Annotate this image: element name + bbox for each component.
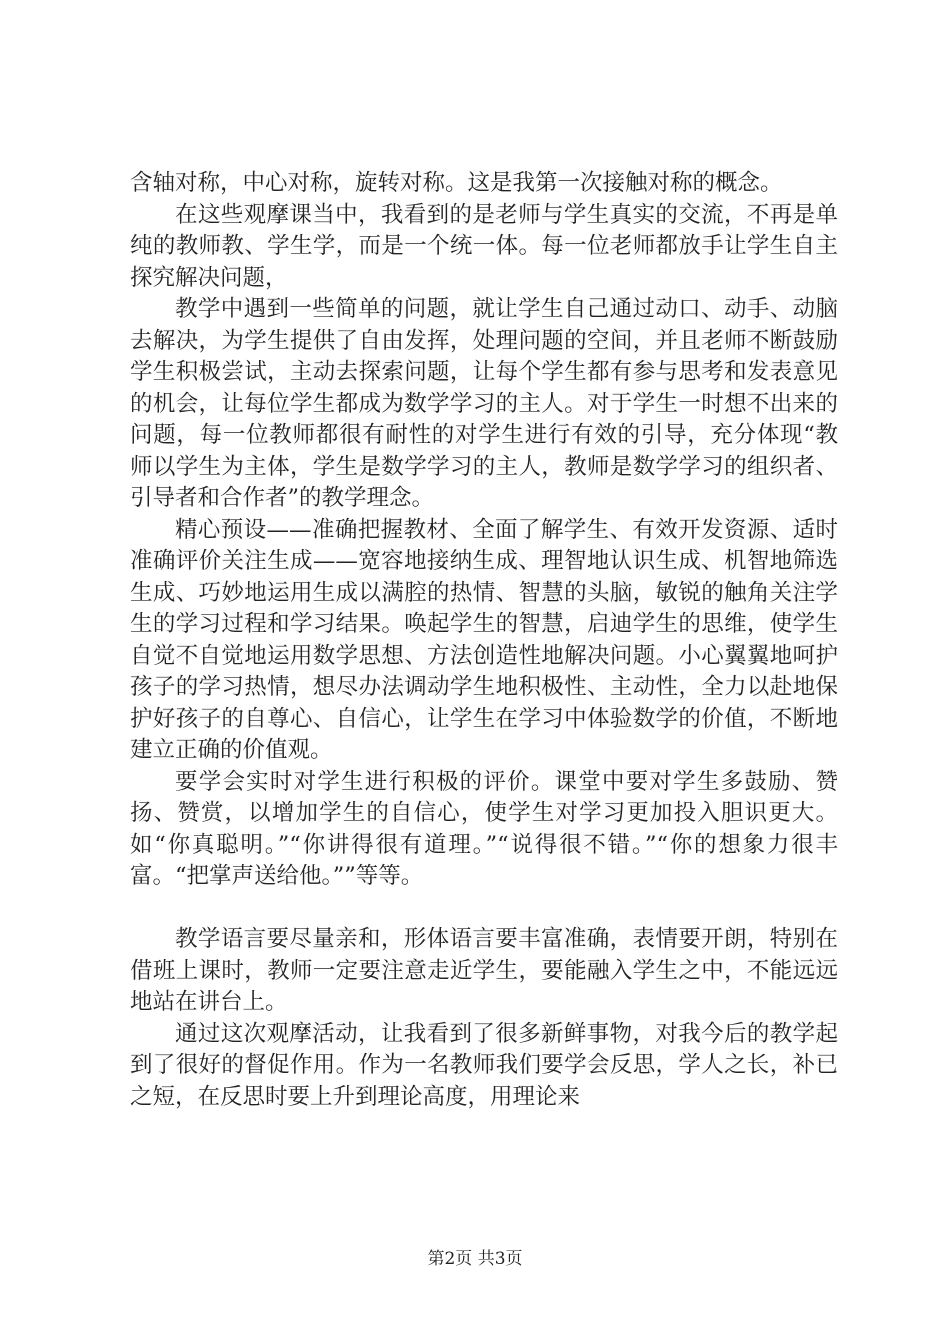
paragraph-2: 在这些观摩课当中，我看到的是老师与学生真实的交流，不再是单纯的教师教、学生学，而是一个统一体。每一位老师都放手让学生自主探究解决问题， (130, 201, 838, 291)
paragraph-3: 教学中遇到一些简单的问题，就让学生自己通过动口、动手、动脑去解决，为学生提供了自由发挥，处理问题的空间，并且老师不断鼓励学生积极尝试，主动去探索问题，让每个学生都有参与思考和发表意见的机会，让每位学生都成为数学学习的主人。对于学生一时想不出来的问题，每一位教师都很有耐性的对学生进行有效的引导，充分体现“教师以学生为主体，学生是数学学习的主人，教师是数学学习的组织者、引导者和合作者”的教学理念。 (130, 296, 838, 511)
page-footer: 第2页 共3页 (427, 1249, 523, 1269)
paragraph-5: 要学会实时对学生进行积极的评价。课堂中要对学生多鼓励、赞扬、赞赏，以增加学生的自信心，使学生对学习更加投入胆识更大。如“你真聪明。”“你讲得很有道理。”“说得很不错。”“你的想象力很丰富。“把掌声送给他。””等等。 (130, 768, 838, 889)
paragraph-6: 教学语言要尽量亲和，形体语言要丰富准确，表情要开朗，特别在借班上课时，教师一定要注意走近学生，要能融入学生之中，不能远远地站在讲台上。 (130, 926, 838, 1015)
paragraph-1: 含轴对称，中心对称，旋转对称。这是我第一次接触对称的概念。 (130, 170, 783, 196)
paragraph-4: 精心预设——准确把握教材、全面了解学生、有效开发资源、适时准确评价关注生成——宽容地接纳生成、理智地认识生成、机智地筛选生成、巧妙地运用生成以满腔的热情、智慧的头脑，敏锐的触角关注学生的学习过程和学习结果。唤起学生的智慧，启迪学生的思维，使学生自觉不自觉地运用数学思想、方法创造性地解决问题。小心翼翼地呵护孩子的学习热情，想尽办法调动学生地积极性、主动性，全力以赴地保护好孩子的自尊心、自信心，让学生在学习中体验数学的价值，不断地建立正确的价值观。 (130, 516, 838, 763)
paragraph-7: 通过这次观摩活动，让我看到了很多新鲜事物，对我今后的教学起到了很好的督促作用。作为一名教师我们要学会反思，学人之长，补已之短，在反思时要上升到理论高度，用理论来 (130, 1020, 838, 1110)
document-body (130, 168, 838, 1113)
